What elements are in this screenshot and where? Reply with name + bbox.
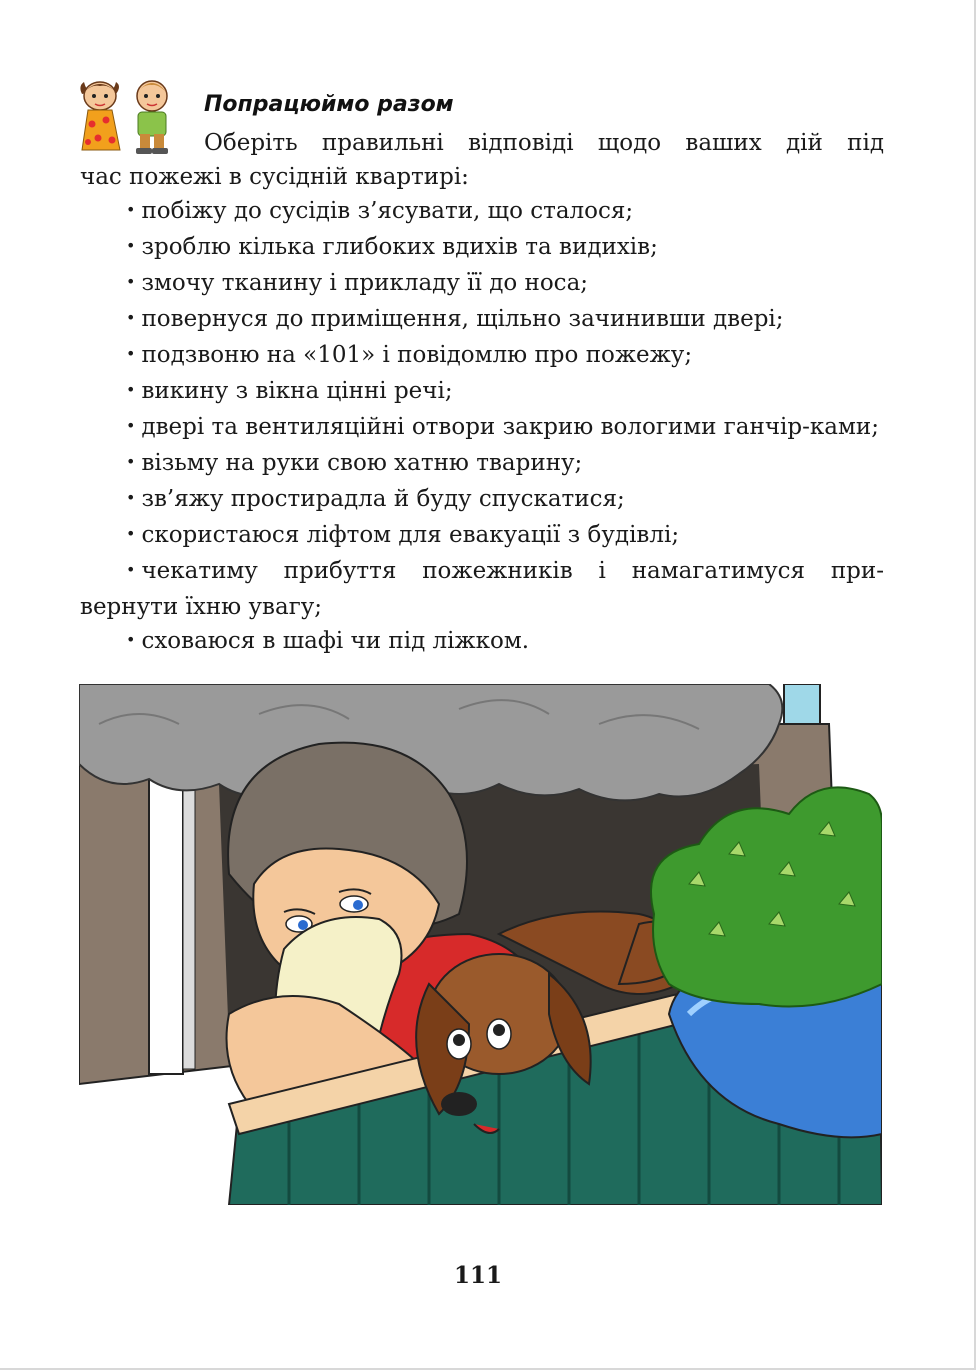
list-item	[80, 624, 884, 660]
bullet-icon: •	[126, 272, 136, 291]
girl-figure	[80, 82, 120, 150]
answer-options-list	[80, 194, 884, 660]
option-text: візьму на руки свою хатню тварину;	[141, 450, 583, 476]
bullet-icon: •	[126, 236, 136, 255]
list-item	[80, 338, 884, 374]
bullet-icon: •	[126, 344, 136, 363]
section-heading: Попрацюймо разом	[204, 92, 454, 117]
option-text: двері та вентиляційні отвори закрию вологими ганчір-ками;	[141, 414, 879, 440]
bullet-icon: •	[126, 308, 136, 327]
fire-window-illustration	[79, 684, 882, 1205]
task-intro-line2: час пожежі в сусідній квартирі:	[80, 164, 469, 190]
bullet-icon: •	[126, 416, 136, 435]
bullet-icon: •	[126, 560, 136, 579]
list-item	[80, 230, 884, 266]
option-text: викину з вікна цінні речі;	[141, 378, 453, 404]
option-text: скористаюся ліфтом для евакуації з будівлі;	[141, 522, 680, 548]
boy-figure	[136, 81, 168, 154]
list-item	[80, 446, 884, 482]
option-text: повернуся до приміщення, щільно зачинивши двері;	[141, 306, 784, 332]
list-item	[80, 518, 884, 554]
bullet-icon: •	[126, 380, 136, 399]
option-text: змочу тканину і прикладу її до носа;	[141, 270, 589, 296]
list-item	[80, 302, 884, 338]
option-text: подзвоню на «101» і повідомлю про пожежу;	[141, 342, 693, 368]
option-text: зв’яжу простирадла й буду спускатися;	[141, 486, 625, 512]
option-text: чекатиму прибуття пожежників і намагатимуся при-вернути їхню увагу;	[80, 558, 884, 620]
option-text: побіжу до сусідів з’ясувати, що сталося;	[141, 198, 634, 224]
bullet-icon: •	[126, 630, 136, 649]
bullet-icon: •	[126, 524, 136, 543]
bullet-icon: •	[126, 488, 136, 507]
list-item	[80, 554, 884, 624]
page-number: 111	[453, 1262, 502, 1289]
bullet-icon: •	[126, 200, 136, 219]
list-item	[80, 194, 884, 230]
kids-icon	[76, 76, 188, 156]
list-item	[80, 410, 884, 446]
task-intro-line1: Оберіть правильні відповіді щодо ваших дій під	[204, 130, 884, 156]
bullet-icon: •	[126, 452, 136, 471]
list-item	[80, 374, 884, 410]
list-item	[80, 266, 884, 302]
option-text: зроблю кілька глибоких вдихів та видихів;	[141, 234, 658, 260]
list-item	[80, 482, 884, 518]
option-text: сховаюся в шафі чи під ліжком.	[141, 628, 530, 654]
